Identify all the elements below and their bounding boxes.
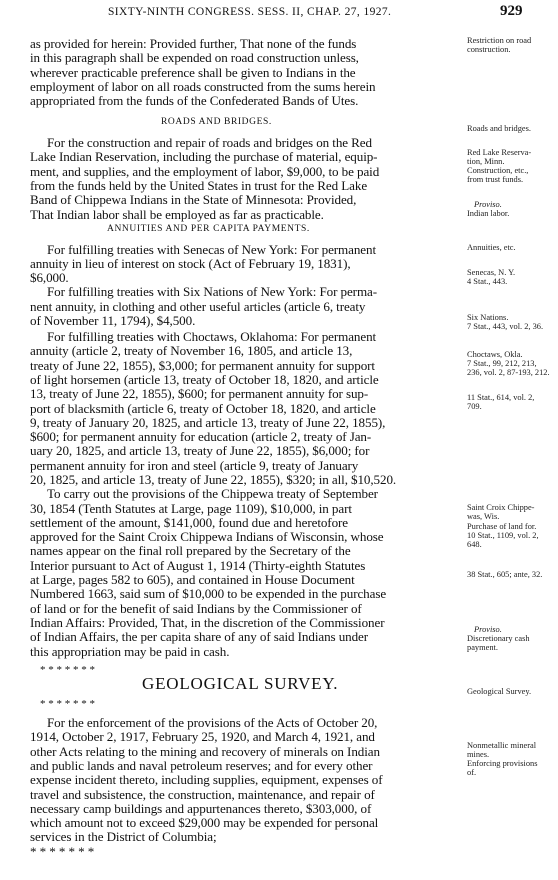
body-line: approved for the Saint Croix Chippewa Indians of Wisconsin, whose	[30, 529, 384, 545]
body-line: $6,000.	[30, 270, 69, 286]
body-line: Band of Chippewa Indians in the State of Minnesota: Provided,	[30, 192, 357, 208]
running-header: SIXTY-NINTH CONGRESS. SESS. II, CHAP. 27, 1927.	[108, 6, 392, 18]
body-line: 13, treaty of June 22, 1855), $600; for permanent annuity for sup-	[30, 386, 369, 402]
body-line: nent annuity, in clothing and other useful articles (article 6, treaty	[30, 298, 366, 314]
body-line: Indian Affairs: Provided, That, in the discretion of the Commissioner	[30, 614, 385, 630]
margin-note: of.	[467, 768, 477, 777]
margin-note: 7 Stat., 99, 212, 213,	[467, 359, 537, 368]
body-line: 9, treaty of January 20, 1825, and article 13, treaty of June 22, 1855),	[30, 414, 386, 430]
page-number: 929	[500, 3, 523, 19]
margin-note: Geological Survey.	[467, 687, 532, 696]
margin-note: Proviso.	[474, 625, 502, 634]
body-line: annuity in lieu of interest on stock (Act of February 19, 1831),	[30, 255, 351, 271]
margin-note: Saint Croix Chippe-	[467, 503, 535, 512]
margin-note: was, Wis.	[467, 512, 500, 521]
body-line: of November 11, 1794), $4,500.	[30, 312, 196, 328]
body-line: 30, 1854 (Tenth Statutes at Large, page 1109), $10,000, in part	[30, 500, 352, 516]
section-heading: ANNUITIES AND PER CAPITA PAYMENTS.	[107, 223, 310, 234]
margin-note: Roads and bridges.	[467, 124, 531, 133]
margin-note: Restriction on road	[467, 36, 532, 45]
margin-note: mines.	[467, 750, 490, 759]
body-line: ment, and supplies, and the employment of labor, $9,000, to be paid	[30, 163, 380, 179]
body-line: 1914, October 2, 1917, February 25, 1920, and March 4, 1921, and	[30, 729, 375, 745]
margin-note: Discretionary cash	[467, 634, 530, 643]
body-line: services in the District of Columbia;	[30, 829, 217, 845]
body-line: treaty of June 22, 1855), $3,000; for permanent annuity for support	[30, 357, 375, 373]
body-line: port of blacksmith (article 6, treaty of October 18, 1820, and article	[30, 400, 376, 416]
body-line: expense incident thereto, including supplies, equipment, expenses of	[30, 772, 383, 788]
margin-note: payment.	[467, 643, 498, 652]
body-line: To carry out the provisions of the Chippewa treaty of September	[47, 486, 378, 502]
margin-note: tion, Minn.	[467, 157, 505, 166]
body-line: from the funds held by the United States in trust for the Red Lake	[30, 178, 368, 194]
section-heading: ROADS AND BRIDGES.	[161, 116, 272, 127]
body-line: of land or for the benefit of said Indians by the Commissioner of	[30, 600, 362, 616]
body-line: permanent annuity for iron and steel (article 9, treaty of January	[30, 457, 359, 473]
body-line: which amount not to exceed $29,000 may be expended for personal	[30, 815, 379, 831]
margin-note: Construction, etc.,	[467, 166, 529, 175]
margin-note: Proviso.	[474, 200, 502, 209]
body-line: For the enforcement of the provisions of the Acts of October 20,	[47, 715, 378, 731]
body-line: names appear on the final roll prepared by the Secretary of the	[30, 543, 351, 559]
body-line: as provided for herein: Provided further, That none of the funds	[30, 36, 357, 51]
margin-note: 7 Stat., 443, vol. 2, 36.	[467, 322, 544, 331]
body-line: Interior pursuant to Act of August 1, 1914 (Thirty-eighth Statutes	[30, 557, 366, 573]
body-line: settlement of the amount, $141,000, found due and heretofore	[30, 514, 348, 530]
margin-note: 4 Stat., 443.	[467, 277, 508, 286]
margin-note: Purchase of land for.	[467, 522, 537, 531]
body-line: necessary camp buildings and appurtenances thereto, $303,000, of	[30, 800, 372, 816]
body-line: annuity (article 2, treaty of November 16, 1805, and article 13,	[30, 343, 353, 359]
margin-note: Choctaws, Okla.	[467, 350, 523, 359]
margin-note: 236, vol. 2, 87-193, 212.	[467, 368, 550, 377]
body-line: For fulfilling treaties with Senecas of New York: For permanent	[47, 241, 376, 257]
margin-note: Senecas, N. Y.	[467, 268, 516, 277]
body-line: 20, 1825, and article 13, treaty of June 22, 1855), $320; in all, $10,520.	[30, 472, 397, 488]
body-line: $600; for permanent annuity for education (article 2, treaty of Jan-	[30, 429, 372, 445]
margin-note: Annuities, etc.	[467, 243, 516, 252]
margin-note: 709.	[467, 402, 482, 411]
body-line: * * * * * * *	[30, 843, 95, 859]
margin-note: 648.	[467, 540, 482, 549]
margin-note: Six Nations.	[467, 313, 509, 322]
omission-stars: * * * * * * *	[40, 698, 95, 711]
body-line: wherever practicable preference shall be given to Indians in the	[30, 64, 356, 80]
body-line: Numbered 1663, said sum of $10,000 to be expended in the purchase	[30, 586, 387, 602]
margin-note: from trust funds.	[467, 175, 524, 184]
body-line: For fulfilling treaties with Six Nations of New York: For perma-	[47, 284, 378, 300]
margin-note: Red Lake Reserva-	[467, 148, 532, 157]
body-line: Lake Indian Reservation, including the purchase of material, equip-	[30, 149, 378, 165]
body-line: For fulfilling treaties with Choctaws, Oklahoma: For permanent	[47, 329, 377, 345]
margin-note: 38 Stat., 605; ante, 32.	[467, 570, 543, 579]
margin-note: Nonmetallic mineral	[467, 741, 537, 750]
margin-note: Enforcing provisions	[467, 759, 538, 768]
body-line: in this paragraph shall be expended on road construction unless,	[30, 50, 359, 66]
omission-stars: * * * * * * *	[40, 664, 95, 677]
body-line: this appropriation may be paid in cash.	[30, 643, 230, 659]
body-line: other Acts relating to the mining and recovery of minerals on Indian	[30, 743, 380, 759]
body-line: travel and subsistence, the construction, maintenance, and repair of	[30, 786, 375, 802]
body-line: appropriated from the funds of the Confederated Bands of Utes.	[30, 93, 359, 109]
body-line: employment of labor on all roads constructed from the sums herein	[30, 78, 376, 94]
body-line: That Indian labor shall be employed as far as practicable.	[30, 206, 324, 222]
body-line: uary 20, 1825, and article 13, treaty of June 22, 1855), $6,000; for	[30, 443, 370, 459]
margin-note: 10 Stat., 1109, vol. 2,	[467, 531, 539, 540]
section-heading: GEOLOGICAL SURVEY.	[142, 673, 339, 693]
margin-note: construction.	[467, 45, 511, 54]
body-line: and public lands and naval petroleum reserves; and for every other	[30, 757, 373, 773]
body-line: of light horsemen (article 13, treaty of October 18, 1820, and article	[30, 371, 379, 387]
body-line: at Large, pages 582 to 605), and contained in House Document	[30, 572, 355, 588]
margin-note: Indian labor.	[467, 209, 510, 218]
margin-note: 11 Stat., 614, vol. 2,	[467, 393, 535, 402]
body-line: of Indian Affairs, the per capita share of any of said Indians under	[30, 629, 369, 645]
body-line: For the construction and repair of roads and bridges on the Red	[47, 135, 372, 151]
